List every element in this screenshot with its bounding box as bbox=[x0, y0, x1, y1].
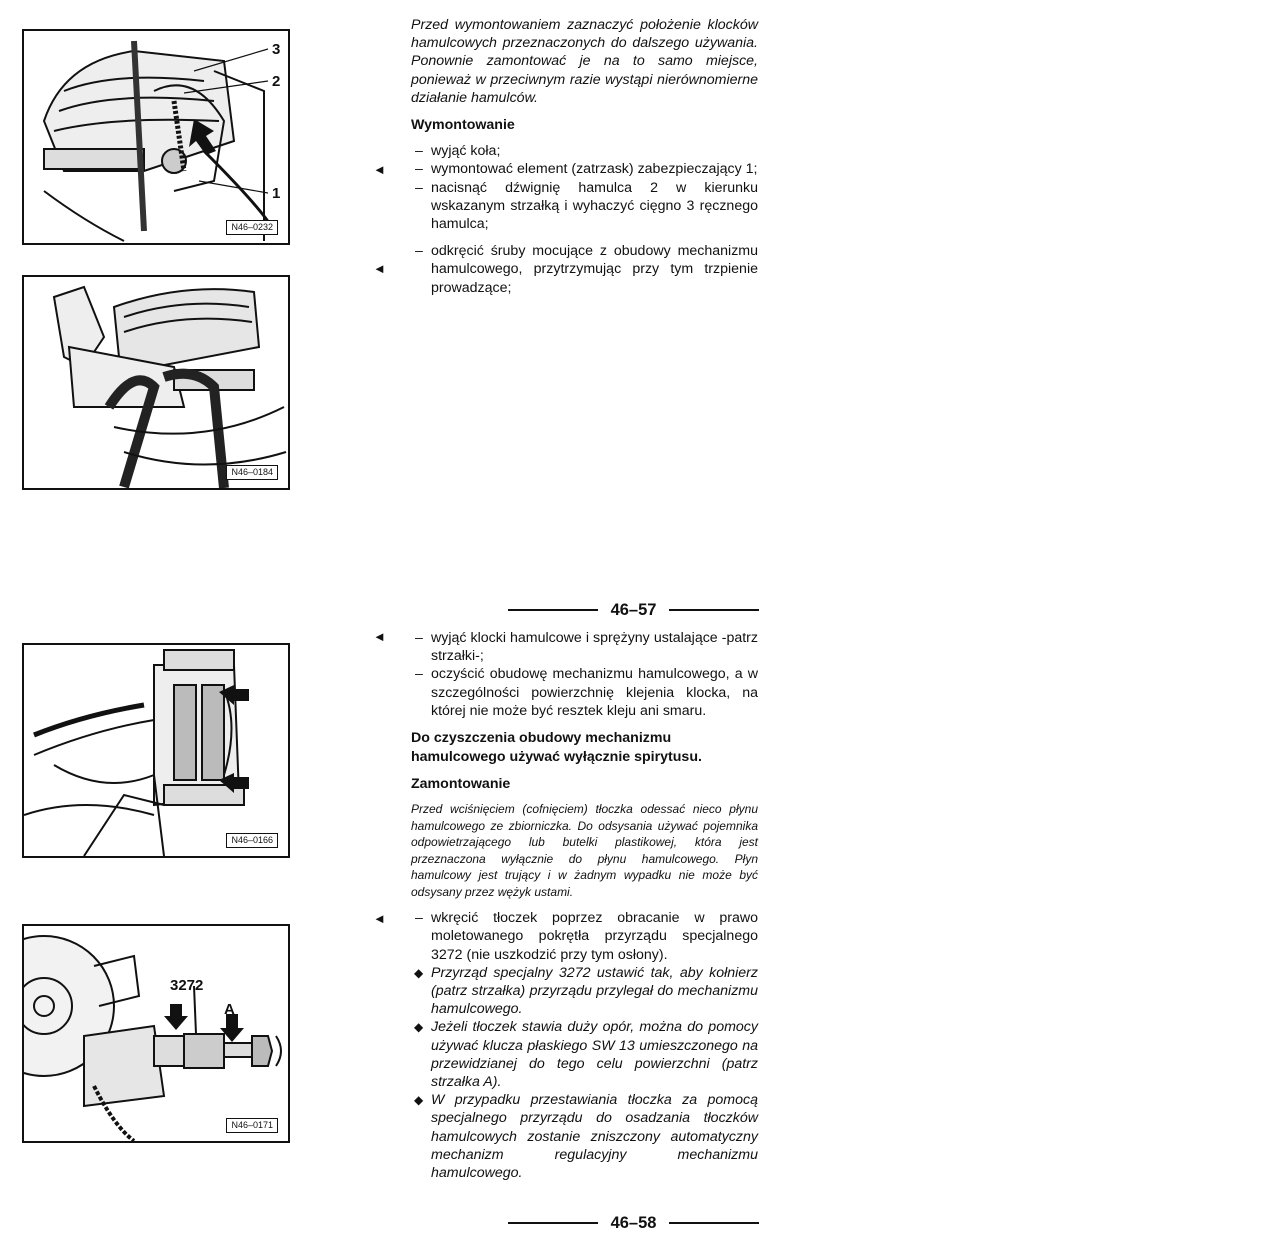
figure-label: N46–0184 bbox=[226, 465, 278, 480]
callout-A: A bbox=[224, 1001, 235, 1018]
figure-label: N46–0166 bbox=[226, 833, 278, 848]
figure-brake-pads bbox=[22, 643, 290, 858]
list-item: – wkręcić tłoczek poprzez obracanie w prawo moletowanego pokrętła przyrządu specjalnego 3272 (nie uszkodzić przy tym osłony). bbox=[415, 910, 758, 963]
removal-steps bbox=[411, 142, 758, 297]
figure-brake-lever bbox=[22, 29, 290, 245]
page-number: 46–58 bbox=[508, 1213, 759, 1233]
figure-label: N46–0232 bbox=[226, 220, 278, 235]
list-item: ◆ Jeżeli tłoczek stawia duży opór, można do pomocy używać klucza płaskiego SW 13 umieszczonego na przewidzianej do tego celu powierzchni (patrz strzałka A). bbox=[414, 1019, 758, 1091]
section-removal bbox=[411, 16, 758, 297]
list-item: – odkręcić śruby mocujące z obudowy mechanizmu hamulcowego, przytrzymując przy tym trzpienie prowadzące; bbox=[415, 243, 758, 296]
callout-1: 1 bbox=[272, 185, 281, 202]
list-item: – oczyścić obudowę mechanizmu hamulcowego, a w szczególności powierzchnię klejenia klocka, na której nie może być resztek kleju ani smaru. bbox=[415, 666, 758, 719]
heading-installation: Zamontowanie bbox=[411, 776, 511, 793]
list-item: – nacisnąć dźwignię hamulca 2 w kierunku wskazanym strzałką i wyhaczyć cięgno 3 ręcznego hamulca; bbox=[415, 179, 758, 233]
figure-reference-marker: ◄ bbox=[373, 162, 386, 177]
caliper-lever-illustration bbox=[24, 31, 288, 243]
callout-3272: 3272 bbox=[170, 977, 204, 994]
figure-caliper-bolts bbox=[22, 275, 290, 490]
pad-steps bbox=[411, 629, 758, 720]
figure-reference-marker: ◄ bbox=[373, 261, 386, 276]
list-item: ◆ W przypadku przestawiania tłoczka za pomocą specjalnego przyrządu do osadzania tłoczków hamulcowych zostanie zniszczony automatyczny mechanizm regulacyjny mechanizmu hamulcowego. bbox=[414, 1092, 758, 1182]
section-installation bbox=[411, 629, 758, 1182]
figure-reference-marker: ◄ bbox=[373, 629, 386, 644]
callout-2: 2 bbox=[272, 73, 281, 90]
page-number: 46–57 bbox=[508, 600, 759, 620]
cleaning-warning: Do czyszczenia obudowy mechanizmu hamulcowego używać wyłącznie spirytusu. bbox=[411, 730, 702, 766]
brake-fluid-note: Przed wciśnięciem (cofnięciem) tłoczka odessać nieco płynu hamulcowego ze zbiorniczka. Do odsysania używać pojemnika odpowietrzającego lub butelki plastikowej, która jest przeznaczona wyłącznie do płynu hamulcowego. Płyn hamulcowy jest trujący i w żadnym wypadku nie może być odsysany przez wężyk ustami. bbox=[411, 802, 758, 899]
list-item: – wyjąć koła; bbox=[415, 143, 501, 160]
callout-3: 3 bbox=[272, 41, 281, 58]
heading-removal: Wymontowanie bbox=[411, 117, 515, 134]
piston-tool-illustration bbox=[24, 926, 288, 1141]
figure-special-tool bbox=[22, 924, 290, 1143]
brake-pads-illustration bbox=[24, 645, 288, 856]
caliper-bolts-illustration bbox=[24, 277, 288, 488]
intro-note: Przed wymontowaniem zaznaczyć położenie klocków hamulcowych przeznaczonych do dalszego używania. Ponownie zamontować je na to samo miejsce, ponieważ w przeciwnym razie wystąpi nierównomierne działanie hamulców. bbox=[411, 17, 758, 106]
figure-reference-marker: ◄ bbox=[373, 911, 386, 926]
list-item: ◆ Przyrząd specjalny 3272 ustawić tak, aby kołnierz (patrz strzałka) przyrządu przylegał do mechanizmu hamulcowego. bbox=[414, 964, 758, 1018]
figure-label: N46–0171 bbox=[226, 1118, 278, 1133]
list-item: – wyjąć klocki hamulcowe i sprężyny ustalające -patrz strzałki-; bbox=[415, 630, 758, 665]
list-item: – wymontować element (zatrzask) zabezpieczający 1; bbox=[415, 161, 758, 178]
installation-steps bbox=[411, 909, 758, 1182]
